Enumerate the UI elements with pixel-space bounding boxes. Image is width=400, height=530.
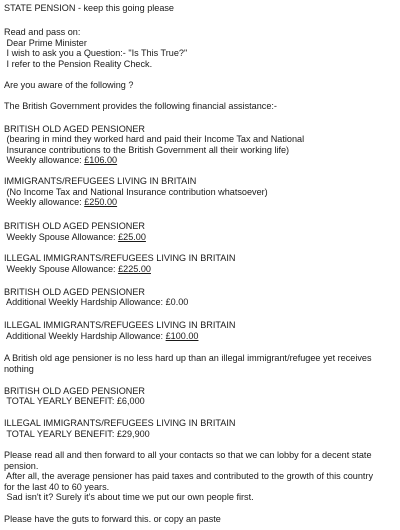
- allowance-label: Additional Weekly Hardship Allowance:: [4, 331, 166, 341]
- intro-line: Dear Prime Minister: [4, 38, 87, 48]
- comparison-line: nothing: [4, 364, 34, 374]
- allowance-line: [4, 331, 398, 341]
- allowance-line: Additional Weekly Hardship Allowance: £0.00: [4, 297, 189, 307]
- allowance-line: [4, 155, 398, 165]
- block-heading: BRITISH OLD AGED PENSIONER: [4, 221, 145, 231]
- allowance-amount: £106.00: [84, 155, 118, 165]
- allowance-label: Weekly Spouse Allowance:: [4, 264, 119, 274]
- closing-line: pension.: [4, 461, 39, 471]
- total-line: TOTAL YEARLY BENEFIT: £6,000: [4, 396, 145, 406]
- allowance-line: [4, 197, 398, 207]
- block-heading: IMMIGRANTS/REFUGEES LIVING IN BRITAIN: [4, 176, 197, 186]
- closing-line: Please read all and then forward to all your contacts so that we can lobby for a decent state: [4, 450, 372, 460]
- intro-line: I wish to ask you a Question:- "Is This True?": [4, 48, 188, 58]
- block-heading: ILLEGAL IMMIGRANTS/REFUGEES LIVING IN BRITAIN: [4, 253, 236, 263]
- allowance-line: [4, 232, 398, 242]
- block-heading: ILLEGAL IMMIGRANTS/REFUGEES LIVING IN BRITAIN: [4, 320, 236, 330]
- block-line: Insurance contributions to the British Government all their working life): [4, 145, 290, 155]
- statement-line: The British Government provides the following financial assistance:-: [4, 101, 277, 111]
- document-title: STATE PENSION - keep this going please: [4, 3, 174, 13]
- intro-line: Read and pass on:: [4, 27, 81, 37]
- intro-line: I refer to the Pension Reality Check.: [4, 59, 153, 69]
- closing-line: for the last 40 to 60 years.: [4, 482, 110, 492]
- closing-line: Sad isn't it? Surely it's about time we put our own people first.: [4, 492, 254, 502]
- block-heading: BRITISH OLD AGED PENSIONER: [4, 287, 145, 297]
- total-line: TOTAL YEARLY BENEFIT: £29,900: [4, 429, 150, 439]
- block-heading: BRITISH OLD AGED PENSIONER: [4, 124, 145, 134]
- question-line: Are you aware of the following ?: [4, 80, 134, 90]
- comparison-line: A British old age pensioner is no less hard up than an illegal immigrant/refugee yet receives: [4, 353, 372, 363]
- closing-line: After all, the average pensioner has paid taxes and contributed to the growth of this country: [4, 471, 374, 481]
- block-line: (No Income Tax and National Insurance contribution whatsoever): [4, 187, 268, 197]
- total-heading: BRITISH OLD AGED PENSIONER: [4, 386, 145, 396]
- allowance-amount: £25.00: [118, 232, 146, 242]
- allowance-amount: £100.00: [165, 331, 199, 341]
- allowance-label: Weekly allowance:: [4, 197, 85, 207]
- allowance-amount: £225.00: [118, 264, 151, 274]
- block-line: (bearing in mind they worked hard and paid their Income Tax and National: [4, 134, 305, 144]
- total-heading: ILLEGAL IMMIGRANTS/REFUGEES LIVING IN BRITAIN: [4, 418, 236, 428]
- allowance-amount: £250.00: [84, 197, 118, 207]
- allowance-line: [4, 264, 398, 274]
- final-line: Please have the guts to forward this. or copy an paste: [4, 514, 221, 524]
- allowance-label: Weekly allowance:: [4, 155, 85, 165]
- allowance-label: Weekly Spouse Allowance:: [4, 232, 119, 242]
